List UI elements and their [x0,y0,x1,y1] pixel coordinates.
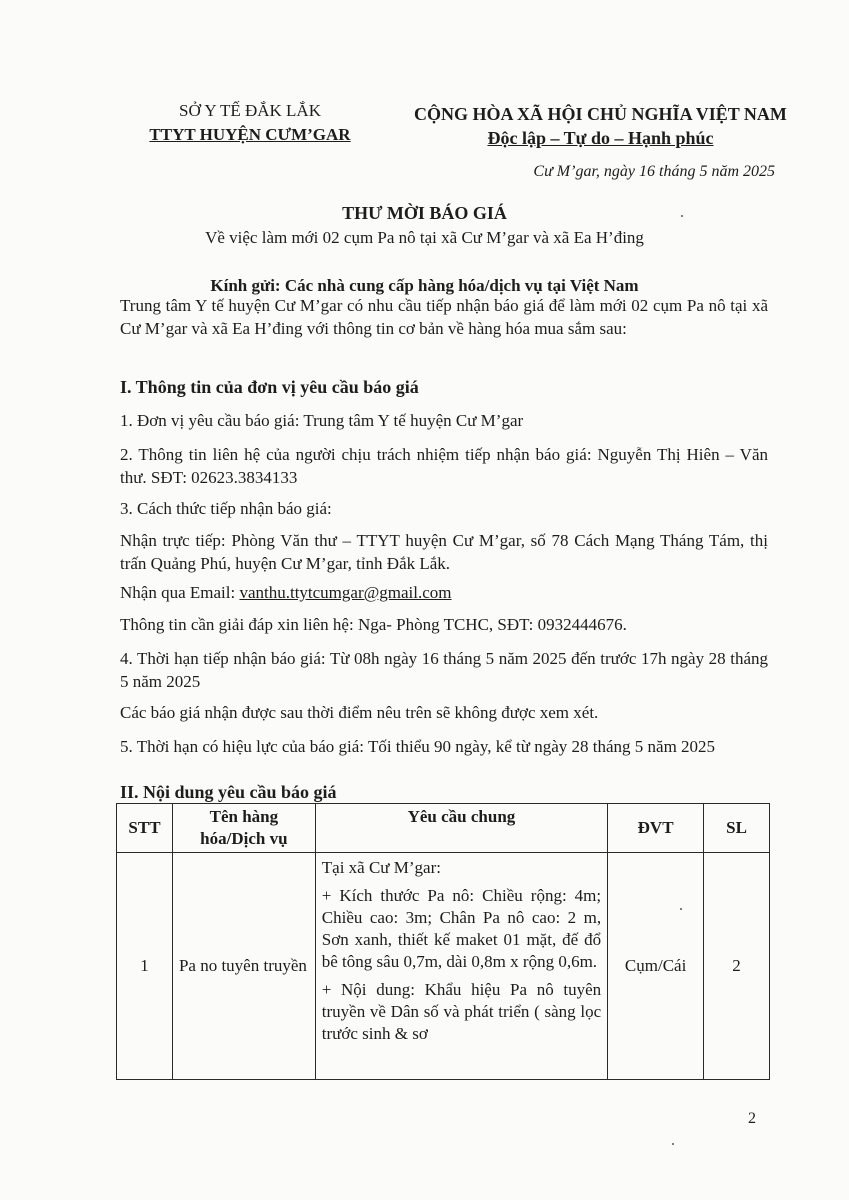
section-1-item-3: 3. Cách thức tiếp nhận báo giá: [120,499,332,518]
section-1-item-2: 2. Thông tin liên hệ của người chịu trách nhiệm tiếp nhận báo giá: Nguyễn Thị Hiên – Văn thư. SĐT: 02623.3834133 [120,445,768,487]
document-title: THƯ MỜI BÁO GIÁ [342,203,507,223]
req-location: Tại xã Cư M’gar: [321,858,441,877]
table-row [117,853,770,1080]
header-name: Tên hàng hóa/Dịch vụ [172,804,315,853]
receive-direct: Nhận trực tiếp: Phòng Văn thư – TTYT huyện Cư M’gar, số 78 Cách Mạng Tháng Tám, thị trấn Quảng Phú, huyện Cư M’gar, tỉnh Đắk Lắk. [120,531,768,573]
cell-unit: Cụm/Cái [608,853,704,1080]
section-1-item-4: 4. Thời hạn tiếp nhận báo giá: Từ 08h ngày 16 tháng 5 năm 2025 đến trước 17h ngày 28 tháng 5 năm 2025 [120,649,768,691]
page-number: 2 [748,1110,756,1127]
document-subtitle: Về việc làm mới 02 cụm Pa nô tại xã Cư M’gar và xã Ea H’đing [205,228,644,247]
header-unit: ĐVT [608,804,704,853]
req-content: + Nội dung: Khẩu hiệu Pa nô tuyên truyền về Dân số và phát triển ( sàng lọc trước sinh & sơ [321,980,602,1043]
quotation-table [116,803,770,1080]
national-motto: Độc lập – Tự do – Hạnh phúc [487,128,714,148]
issuer-block [130,99,370,147]
email-link[interactable]: vanthu.ttytcumgar@gmail.com [239,583,452,602]
scan-speck [681,215,683,217]
receive-email [120,581,768,604]
national-motto-block [398,102,803,150]
email-label: Nhận qua Email: [120,583,240,602]
section-1-item-5: 5. Thời hạn có hiệu lực của báo giá: Tối thiểu 90 ngày, kể từ ngày 28 tháng 5 năm 2025 [120,737,716,756]
req-dimensions: + Kích thước Pa nô: Chiều rộng: 4m; Chiều cao: 3m; Chân Pa nô cao: 2 m, Sơn xanh, thiết kế maket 01 mặt, đế đổ bê tông sâu 0,7m, dài 0,8m x rộng 0,6m. [321,886,602,971]
cell-qty: 2 [704,853,770,1080]
greeting: Kính gửi: Các nhà cung cấp hàng hóa/dịch vụ tại Việt Nam [210,276,639,295]
document-date: Cư M’gar, ngày 16 tháng 5 năm 2025 [533,163,775,180]
cell-name: Pa no tuyên truyền [172,853,315,1080]
late-submission-note: Các báo giá nhận được sau thời điểm nêu trên sẽ không được xem xét. [120,703,599,722]
issuer-department: SỞ Y TẾ ĐẮK LẮK [179,101,321,120]
contact-info: Thông tin cần giải đáp xin liên hệ: Nga- Phòng TCHC, SĐT: 0932444676. [120,615,627,634]
header-stt: STT [117,804,173,853]
scan-speck [680,908,682,910]
scan-speck [672,1143,674,1145]
national-title: CỘNG HÒA XÃ HỘI CHỦ NGHĨA VIỆT NAM [414,104,787,124]
table-header-row [117,804,770,853]
section-2-heading: II. Nội dung yêu cầu báo giá [120,782,337,802]
issuer-center: TTYT HUYỆN CƯM’GAR [149,125,351,144]
cell-requirements [315,853,607,1080]
intro-paragraph: Trung tâm Y tế huyện Cư M’gar có nhu cầu tiếp nhận báo giá để làm mới 02 cụm Pa nô tại xã Cư M’gar và xã Ea H’đing với thông tin cơ bản về hàng hóa mua sắm sau: [120,296,768,338]
header-qty: SL [704,804,770,853]
cell-stt: 1 [117,853,173,1080]
section-1-item-1: 1. Đơn vị yêu cầu báo giá: Trung tâm Y tế huyện Cư M’gar [120,411,524,430]
header-requirements: Yêu cầu chung [315,804,607,853]
section-1-heading: I. Thông tin của đơn vị yêu cầu báo giá [120,377,419,397]
